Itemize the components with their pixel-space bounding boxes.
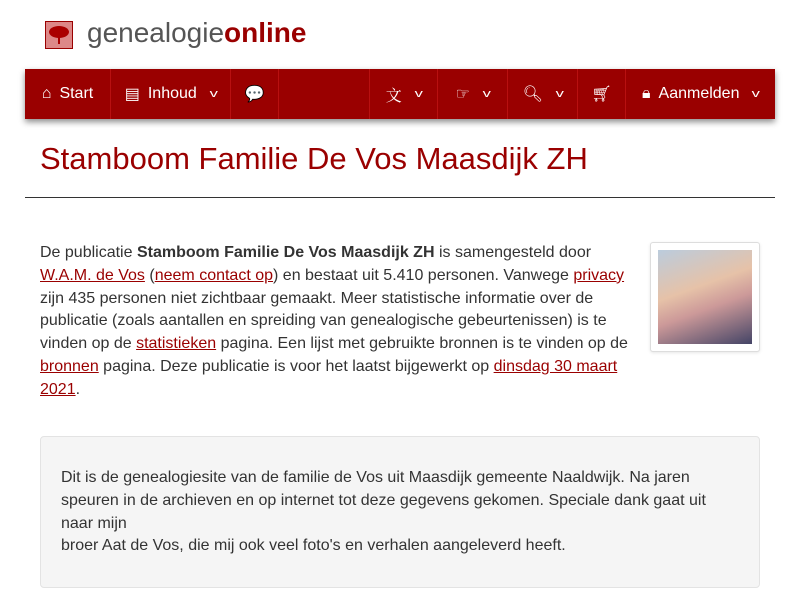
author-photo[interactable]	[650, 242, 760, 352]
translate-icon: 文	[385, 87, 402, 105]
hand-pointer-icon: ☞	[455, 86, 470, 103]
sources-link[interactable]: bronnen	[40, 357, 99, 375]
intro-text: De publicatie Stamboom Familie De Vos Maasdijk ZH is samengesteld door W.A.M. de Vos (neem contact op) en bestaat uit 5.410 personen. Vanwege privacy zijn 435 personen niet zichtbaar gemaakt. Meer statistische informatie over de publicatie (zoals aantallen en spreiding van genealogische gebeurtenissen) is te vinden op de statistieken pagina. Een lijst met gebruikte bronnen is te vinden op de bronnen pagina. Deze publicatie is voor het laatst bijgewerkt op dinsdag 30 maart 2021.	[40, 244, 628, 398]
nav-start[interactable]: ⌂ Start	[25, 69, 111, 119]
search-icon: 🔍︎	[522, 86, 543, 103]
nav-inhoud[interactable]: ▤ Inhoud v	[111, 69, 231, 119]
brand-logo[interactable]: genealogieonline	[87, 17, 307, 48]
date-link[interactable]: dinsdag 30 maart 2021	[40, 357, 618, 398]
comments-icon: 💬	[244, 86, 265, 103]
page-title: Stamboom Familie De Vos Maasdijk ZH	[40, 141, 588, 176]
logo-tree-icon[interactable]	[45, 21, 73, 49]
nav-login[interactable]: 🔒︎ Aanmelden v	[625, 69, 775, 119]
cart-icon: 🛒︎	[591, 86, 612, 103]
main-nav	[25, 69, 775, 119]
description-well: Dit is de genealogiesite van de familie de Vos uit Maasdijk gemeente Naaldwijk. Na jaren speuren in de archieven en op internet tot deze gegevens gekomen. Speciale dank gaat uit naar mijn broer Aat de Vos, die mij ook veel foto's en verhalen aangeleverd heeft.	[40, 436, 760, 588]
chevron-down-icon: v	[414, 88, 423, 100]
home-icon: ⌂	[41, 85, 52, 102]
nav-language[interactable]	[369, 69, 437, 119]
chevron-down-icon: v	[209, 88, 218, 100]
book-icon: ▤	[124, 86, 140, 103]
statistics-link[interactable]: statistieken	[136, 335, 217, 353]
privacy-link[interactable]: privacy	[573, 266, 625, 284]
lock-icon: 🔒︎	[642, 85, 651, 102]
divider	[25, 197, 775, 198]
nav-cart[interactable]	[577, 69, 625, 119]
chevron-down-icon: v	[555, 88, 564, 100]
chevron-down-icon: v	[752, 88, 761, 100]
nav-search[interactable]	[507, 69, 577, 119]
nav-forum[interactable]	[231, 69, 279, 119]
author-link[interactable]: W.A.M. de Vos	[40, 266, 145, 284]
contact-link[interactable]: neem contact op	[154, 266, 274, 284]
chevron-down-icon: v	[482, 88, 491, 100]
nav-recommend[interactable]	[437, 69, 507, 119]
